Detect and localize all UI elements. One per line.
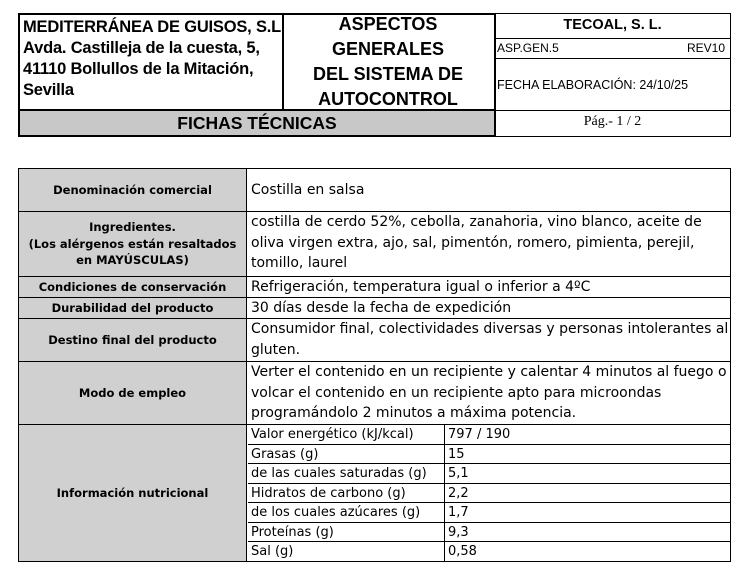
title-line: DEL SISTEMA DE bbox=[312, 64, 464, 84]
company-city: 41110 Bollullos de la Mitación, bbox=[23, 60, 254, 78]
row-destino bbox=[19, 319, 730, 362]
title-line: ASPECTOS GENERALES bbox=[331, 14, 445, 59]
ingredientes-label-line: Ingredientes. bbox=[89, 220, 176, 235]
nutrition-row bbox=[248, 464, 730, 484]
denominacion-label: Denominación comercial bbox=[19, 169, 247, 211]
technical-sheet-table bbox=[18, 168, 731, 562]
nutrient-label: Grasas (g) bbox=[251, 446, 319, 462]
document-code: ASP.GEN.5 bbox=[497, 41, 559, 55]
ingredientes-label bbox=[19, 212, 247, 276]
denominacion-value: Costilla en salsa bbox=[251, 181, 365, 198]
destino-label: Destino final del producto bbox=[19, 319, 247, 361]
nutrition-table bbox=[248, 425, 730, 561]
nutrition-row bbox=[248, 445, 730, 465]
row-nutricional bbox=[19, 425, 730, 561]
nutrient-value: 0,58 bbox=[444, 542, 730, 562]
conservacion-label: Condiciones de conservación bbox=[19, 277, 247, 297]
durabilidad-label: Durabilidad del producto bbox=[19, 298, 247, 318]
modo-value: Verter el contenido en un recipiente y calentar 4 minutos al fuego o volcar el contenido en un recipiente apto para microondas programándolo 2 minutos a máxima potencia. bbox=[251, 364, 727, 421]
section-title: FICHAS TÉCNICAS bbox=[18, 111, 496, 137]
destino-value: Consumidor final, colectividades diversas y personas intolerantes al gluten. bbox=[251, 321, 729, 358]
modo-label: Modo de empleo bbox=[19, 362, 247, 424]
nutrient-value: 5,1 bbox=[444, 464, 730, 483]
document-meta bbox=[494, 13, 731, 111]
ingredientes-label-line: (Los alérgenos están resaltados bbox=[28, 236, 237, 251]
nutrient-label: de los cuales azúcares (g) bbox=[251, 505, 421, 520]
nutrient-value: 9,3 bbox=[444, 523, 730, 542]
nutrient-label: Sal (g) bbox=[251, 544, 294, 559]
nutrition-row bbox=[248, 484, 730, 504]
company-name: MEDITERRÁNEA DE GUISOS, S.L bbox=[23, 18, 282, 36]
nutrient-value: 797 / 190 bbox=[444, 425, 730, 444]
ingredientes-value: costilla de cerdo 52%, cebolla, zanahoria, vino blanco, aceite de oliva virgen extra, ajo, sal, pimentón, romero, pimienta, perejil, tomillo, laurel bbox=[251, 214, 702, 271]
elaboration-date: FECHA ELABORACIÓN: 24/10/25 bbox=[497, 78, 689, 92]
nutrient-value: 15 bbox=[444, 445, 730, 464]
row-ingredientes bbox=[19, 212, 730, 277]
ingredientes-label-line: en MAYÚSCULAS) bbox=[76, 253, 189, 268]
revision: REV10 bbox=[686, 41, 725, 55]
row-durabilidad bbox=[19, 298, 730, 319]
conservacion-value: Refrigeración, temperatura igual o inferior a 4ºC bbox=[251, 278, 591, 295]
title-line: AUTOCONTROL bbox=[318, 89, 458, 109]
nutrient-value: 1,7 bbox=[444, 503, 730, 522]
nutrient-label: Valor energético (kJ/kcal) bbox=[251, 427, 414, 442]
row-denominacion bbox=[19, 169, 730, 212]
company-street: Avda. Castilleja de la cuesta, 5, bbox=[23, 39, 260, 57]
row-modo-empleo bbox=[19, 362, 730, 425]
nutrient-label: Proteínas (g) bbox=[251, 524, 334, 540]
nutrient-label: Hidratos de carbono (g) bbox=[251, 485, 406, 501]
page-number: Pág.- 1 / 2 bbox=[494, 111, 731, 137]
nutrition-row bbox=[248, 503, 730, 523]
firm-name: TECOAL, S. L. bbox=[495, 14, 730, 39]
nutrition-row bbox=[248, 425, 730, 445]
code-row bbox=[495, 39, 730, 59]
nutrition-row bbox=[248, 542, 730, 562]
document-title bbox=[282, 13, 496, 111]
nutricional-label: Información nutricional bbox=[19, 425, 247, 561]
nutrient-label: de las cuales saturadas (g) bbox=[251, 466, 427, 481]
nutrition-row bbox=[248, 523, 730, 543]
durabilidad-value: 30 días desde la fecha de expedición bbox=[251, 299, 512, 316]
nutrient-value: 2,2 bbox=[444, 484, 730, 503]
document-header bbox=[18, 13, 731, 137]
company-province: Sevilla bbox=[23, 81, 74, 99]
company-address bbox=[18, 13, 284, 111]
row-conservacion bbox=[19, 277, 730, 298]
